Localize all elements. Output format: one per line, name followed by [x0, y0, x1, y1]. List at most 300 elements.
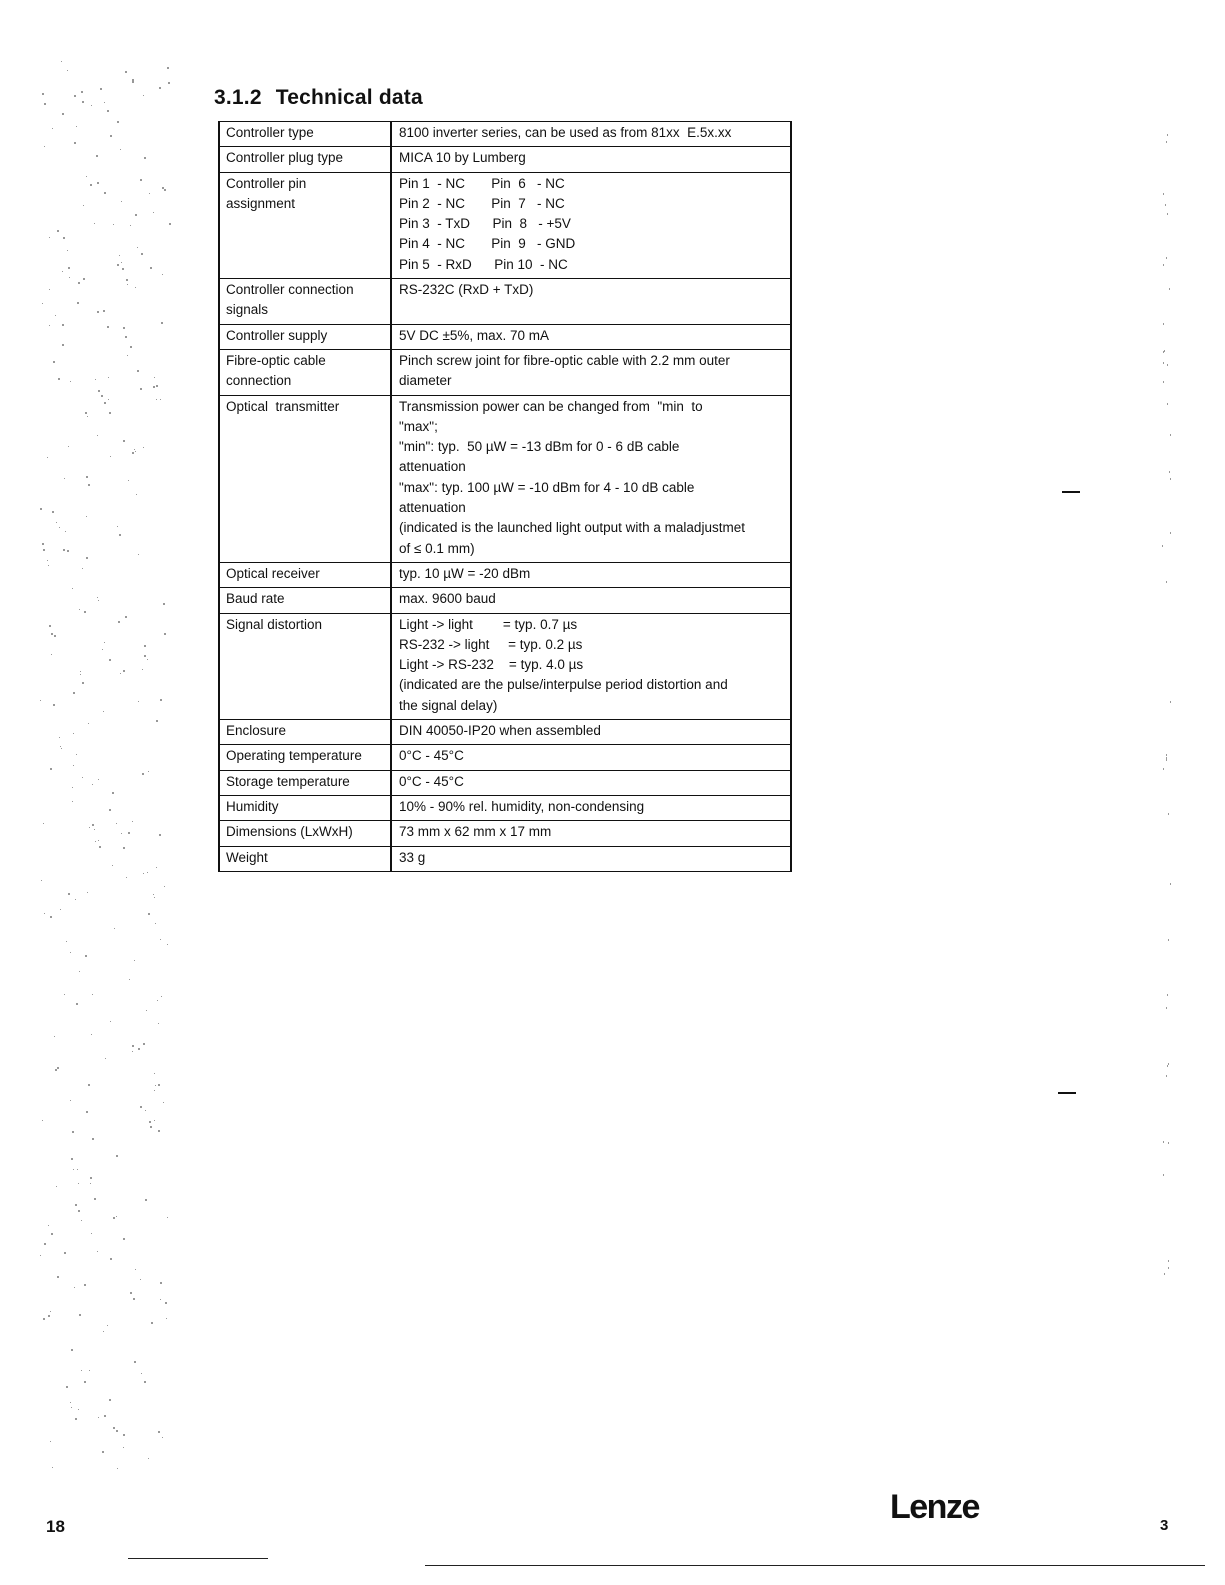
scan-speck: [159, 834, 161, 836]
scan-speck: [40, 1255, 41, 1256]
spec-label: [219, 745, 391, 770]
scan-speck: [116, 1216, 117, 1217]
scan-speck: [55, 1069, 57, 1071]
spec-row: [219, 795, 791, 820]
scan-speck: [135, 451, 136, 452]
scan-speck: [1170, 701, 1171, 703]
spec-value-line: Pin 4 - NC Pin 9 - GND: [399, 236, 576, 252]
spec-value-line: 8100 inverter series, can be used as from 81xx E.5x.xx: [399, 125, 732, 140]
scan-speck: [91, 1233, 92, 1234]
scan-speck: [64, 478, 65, 479]
scan-speck: [143, 873, 144, 874]
spec-value-line: attenuation: [399, 500, 466, 516]
spec-row: [219, 324, 791, 349]
spec-label: [219, 562, 391, 587]
scan-speck: [144, 645, 146, 647]
spec-label: [219, 821, 391, 846]
scan-speck: [50, 768, 52, 770]
scan-speck: [154, 897, 155, 898]
spec-value: [391, 395, 791, 562]
scan-speck: [143, 95, 144, 96]
scan-speck: [125, 71, 127, 73]
scan-speck: [144, 655, 146, 657]
scan-speck: [1163, 264, 1164, 266]
scan-speck: [1168, 1142, 1169, 1144]
scan-speck: [156, 385, 158, 387]
scan-speck: [67, 70, 68, 71]
scan-speck: [153, 894, 154, 895]
spec-label: [219, 172, 391, 278]
spec-label-line: Optical receiver: [226, 565, 320, 581]
scan-speck: [1167, 364, 1168, 366]
scan-speck: [42, 93, 44, 95]
scan-speck: [98, 1417, 99, 1418]
spec-value-line: 73 mm x 62 mm x 17 mm: [399, 824, 552, 840]
scan-speck: [132, 81, 134, 83]
scan-speck: [144, 157, 146, 159]
scan-speck: [140, 388, 142, 390]
spec-label: [219, 588, 391, 613]
scan-speck: [148, 913, 150, 915]
scan-speck: [108, 399, 109, 400]
spec-value-line: 0°C - 45°C: [399, 773, 464, 789]
scan-speck: [134, 960, 135, 961]
scan-speck: [1168, 1063, 1169, 1065]
spec-value-line: the signal delay): [399, 697, 498, 713]
scan-speck: [1166, 754, 1167, 756]
scan-speck: [158, 1431, 160, 1433]
footer-rule: [425, 1565, 1205, 1566]
scan-speck: [163, 1102, 164, 1103]
scan-speck: [79, 1314, 81, 1316]
scan-speck: [126, 279, 128, 281]
scan-speck: [1165, 204, 1166, 206]
scan-speck: [1169, 471, 1170, 473]
spec-value: [391, 613, 791, 719]
scan-speck: [142, 669, 143, 670]
spec-row: [219, 821, 791, 846]
scan-speck: [1168, 1267, 1169, 1269]
spec-row: [219, 770, 791, 795]
scan-speck: [64, 1252, 66, 1254]
spec-value-line: RS-232C (RxD + TxD): [399, 282, 534, 298]
spec-label: [219, 324, 391, 349]
scan-speck: [74, 1287, 75, 1288]
scan-speck: [62, 324, 64, 326]
spec-value-line: 10% - 90% rel. humidity, non-condensing: [399, 798, 645, 814]
scan-speck: [81, 1370, 82, 1371]
scan-speck: [134, 449, 135, 450]
scan-speck: [123, 1238, 125, 1240]
spec-value-line: Light -> light = typ. 0.7 µs: [399, 616, 578, 632]
scan-speck: [101, 395, 103, 397]
spec-row: [219, 395, 791, 562]
scan-speck: [47, 457, 48, 458]
scan-speck: [141, 253, 143, 255]
spec-label-line: Operating temperature: [226, 748, 362, 764]
scan-speck: [112, 792, 114, 794]
scan-speck: [44, 1243, 46, 1245]
spec-value-line: RS-232 -> light = typ. 0.2 µs: [399, 636, 583, 652]
spec-value: [391, 122, 791, 147]
scan-speck: [167, 1217, 168, 1218]
scan-speck: [88, 1084, 90, 1086]
spec-label-line: Weight: [226, 849, 268, 865]
scan-speck: [119, 255, 120, 256]
spec-value: [391, 745, 791, 770]
spec-label: [219, 279, 391, 325]
scan-speck: [1167, 134, 1168, 136]
scan-speck: [103, 310, 105, 312]
scan-speck: [128, 832, 130, 834]
scan-speck: [107, 326, 109, 328]
scan-speck: [78, 1409, 79, 1410]
scan-speck: [1168, 813, 1169, 815]
scan-speck: [110, 135, 112, 137]
scan-speck: [72, 1131, 74, 1133]
scan-speck: [73, 765, 74, 766]
scan-speck: [155, 923, 156, 924]
scan-speck: [83, 278, 85, 280]
scan-speck: [102, 1451, 104, 1453]
scan-speck: [75, 1204, 77, 1206]
scan-speck: [143, 1043, 145, 1045]
scan-speck: [97, 597, 98, 598]
scan-speck: [76, 754, 77, 755]
spec-label-line: Controller pin: [226, 175, 307, 191]
spec-value: [391, 562, 791, 587]
scan-speck: [1167, 994, 1168, 996]
scan-speck: [54, 1036, 55, 1037]
scan-speck: [1170, 883, 1171, 885]
scan-speck: [160, 939, 161, 940]
scan-speck: [67, 550, 69, 552]
spec-value: [391, 172, 791, 278]
spec-label-line: Dimensions (LxWxH): [226, 824, 353, 840]
scan-speck: [119, 534, 121, 536]
scan-speck: [55, 315, 56, 316]
scan-speck: [110, 456, 111, 457]
scan-speck: [104, 102, 105, 103]
scan-speck: [153, 386, 155, 388]
scan-speck: [113, 224, 114, 225]
scan-speck: [126, 877, 127, 878]
scan-speck: [168, 82, 170, 84]
scan-speck: [75, 899, 76, 900]
scan-speck: [60, 746, 61, 747]
scan-speck: [162, 274, 163, 275]
scan-speck: [137, 370, 139, 372]
spec-row: [219, 172, 791, 278]
spec-value-line: Transmission power can be changed from "min to: [399, 398, 703, 414]
scan-speck: [123, 847, 125, 849]
spec-label-line: Baud rate: [226, 591, 285, 607]
scan-speck: [149, 193, 150, 194]
scan-speck: [143, 447, 144, 448]
scan-speck: [110, 1258, 112, 1260]
spec-label-line: Humidity: [226, 798, 279, 814]
scan-speck: [123, 1434, 125, 1436]
scan-speck: [138, 701, 139, 702]
scan-speck: [60, 909, 61, 910]
scan-speck: [81, 1220, 82, 1221]
scan-speck: [164, 633, 166, 635]
scan-speck: [76, 1003, 78, 1005]
scan-speck: [40, 700, 41, 701]
scan-speck: [158, 1084, 160, 1086]
spec-value-line: typ. 10 µW = -20 dBm: [399, 565, 531, 581]
scan-speck: [159, 87, 161, 89]
spec-row: [219, 720, 791, 745]
scan-speck: [84, 1284, 86, 1286]
scan-speck: [1163, 362, 1164, 364]
brand-logo: Lenze: [890, 1488, 979, 1526]
scan-speck: [97, 435, 98, 436]
scan-speck: [43, 823, 44, 824]
scan-speck: [53, 361, 55, 363]
scan-speck: [82, 682, 84, 684]
scan-speck: [73, 733, 74, 734]
scan-speck: [116, 1430, 118, 1432]
scan-speck: [1163, 193, 1164, 195]
scan-speck: [164, 886, 165, 887]
scan-speck: [127, 284, 128, 285]
scan-speck: [1166, 141, 1167, 143]
scan-speck: [148, 1458, 149, 1459]
scan-speck: [61, 61, 62, 62]
scan-speck: [148, 771, 149, 772]
scan-speck: [156, 867, 157, 868]
spec-value-line: "max": typ. 100 µW = -10 dBm for 4 - 10 dB cable: [399, 479, 695, 495]
scan-speck: [70, 1402, 71, 1403]
scan-speck: [149, 1121, 151, 1123]
scan-speck: [1163, 323, 1164, 325]
scan-speck: [130, 225, 131, 226]
scan-speck: [64, 994, 65, 995]
scan-speck: [62, 344, 64, 346]
spec-label-line: Controller supply: [226, 327, 328, 343]
spec-value-line: MICA 10 by Lumberg: [399, 150, 526, 166]
spec-row: [219, 745, 791, 770]
spec-label-line: Controller connection: [226, 282, 354, 298]
spec-value-line: of ≤ 0.1 mm): [399, 540, 475, 556]
scan-speck: [134, 1361, 136, 1363]
scan-speck: [48, 1225, 49, 1226]
scan-speck: [116, 1155, 118, 1157]
scan-speck: [100, 88, 102, 90]
scan-speck: [104, 1415, 106, 1417]
spec-value: [391, 720, 791, 745]
scan-speck: [86, 1111, 88, 1113]
spec-value-line: 0°C - 45°C: [399, 748, 464, 764]
scan-speck: [73, 692, 75, 694]
scan-speck: [70, 1100, 71, 1101]
scan-speck: [160, 699, 162, 701]
spec-value-line: "min": typ. 50 µW = -13 dBm for 0 - 6 dB cable: [399, 439, 680, 455]
scan-speck: [137, 247, 138, 248]
scan-speck: [94, 1198, 96, 1200]
scan-speck: [83, 205, 84, 206]
scan-speck: [164, 189, 166, 191]
scan-speck: [84, 611, 86, 613]
scan-speck: [132, 1045, 134, 1047]
scan-speck: [97, 311, 99, 313]
scan-speck: [78, 1210, 80, 1212]
scan-speck: [42, 543, 44, 545]
spec-row: [219, 613, 791, 719]
scan-speck: [117, 526, 118, 527]
scan-speck: [87, 892, 88, 893]
scan-speck: [51, 654, 52, 655]
scan-speck: [121, 201, 122, 202]
section-heading: [214, 86, 423, 110]
scan-speck: [155, 1085, 156, 1086]
scan-speck: [109, 412, 111, 414]
scan-speck: [118, 621, 120, 623]
spec-value: [391, 324, 791, 349]
scan-speck: [154, 1073, 155, 1074]
scan-speck: [81, 91, 83, 93]
scan-speck: [80, 671, 81, 672]
spec-label-line: Storage temperature: [226, 773, 350, 789]
scan-speck: [136, 494, 137, 495]
spec-value-line: "max";: [399, 418, 438, 434]
scan-speck: [1168, 939, 1169, 941]
scan-speck: [166, 1318, 167, 1319]
scan-speck: [154, 377, 155, 378]
scan-speck: [40, 508, 42, 510]
spec-value-line: attenuation: [399, 459, 466, 475]
scan-speck: [103, 1331, 104, 1332]
scan-speck: [123, 440, 125, 442]
scan-speck: [53, 704, 55, 706]
scan-speck: [48, 565, 49, 566]
scan-speck: [1167, 213, 1168, 215]
scan-speck: [150, 267, 152, 269]
scan-speck: [1163, 351, 1164, 353]
scan-speck: [1168, 1260, 1169, 1262]
scan-speck: [109, 659, 111, 661]
scan-speck: [95, 841, 96, 842]
scan-speck: [132, 452, 134, 454]
scan-speck: [1166, 257, 1167, 259]
scan-speck: [165, 1302, 167, 1304]
scan-speck: [138, 1048, 140, 1050]
scan-speck: [99, 846, 101, 848]
scan-speck: [61, 748, 62, 749]
scan-speck: [69, 277, 70, 278]
spec-value: [391, 349, 791, 395]
spec-value-line: max. 9600 baud: [399, 591, 496, 607]
spec-row: [219, 846, 791, 871]
scan-speck: [75, 1418, 77, 1420]
scan-speck: [71, 1349, 73, 1351]
technical-data-table: [218, 121, 792, 872]
spec-label: [219, 613, 391, 719]
spec-value: [391, 279, 791, 325]
scan-speck: [109, 1399, 111, 1401]
spec-label: [219, 846, 391, 871]
scan-speck: [90, 1177, 92, 1179]
scan-speck: [1164, 350, 1165, 352]
spec-value-line: (indicated are the pulse/interpulse period distortion and: [399, 677, 728, 693]
spec-label: [219, 147, 391, 172]
scan-speck: [1166, 581, 1167, 583]
scan-speck: [125, 616, 127, 618]
technical-data-rows: [219, 122, 791, 872]
scan-speck: [114, 928, 115, 929]
scan-speck: [160, 1299, 161, 1300]
scan-speck: [107, 110, 109, 112]
scan-speck: [57, 1276, 59, 1278]
scan-speck: [56, 1186, 57, 1187]
scan-speck: [86, 516, 87, 517]
spec-value-line: diameter: [399, 373, 452, 389]
scan-speck: [140, 1279, 141, 1280]
scan-speck: [1164, 1273, 1165, 1275]
scan-speck: [72, 787, 73, 788]
scan-speck: [125, 336, 127, 338]
scan-speck: [169, 223, 171, 225]
scan-speck: [86, 557, 88, 559]
scan-speck: [147, 872, 148, 873]
scan-speck: [147, 659, 148, 660]
scan-speck: [140, 179, 142, 181]
scan-speck: [1162, 545, 1163, 547]
spec-label-line: Controller type: [226, 125, 314, 140]
scan-speck: [86, 176, 87, 177]
scan-speck: [122, 268, 124, 270]
spec-value: [391, 846, 791, 871]
scan-speck: [79, 971, 80, 972]
scan-speck: [85, 412, 87, 414]
scan-speck: [56, 522, 57, 523]
scan-speck: [98, 840, 99, 841]
scan-speck: [85, 955, 87, 957]
spec-label-line: Controller plug type: [226, 150, 344, 166]
scan-speck: [154, 1120, 155, 1121]
scan-speck: [1166, 1007, 1167, 1009]
spec-row: [219, 147, 791, 172]
scan-speck: [59, 737, 60, 738]
scan-speck: [49, 625, 51, 627]
spec-row: [219, 588, 791, 613]
scan-speck: [78, 1183, 79, 1184]
scan-speck: [1166, 1075, 1167, 1077]
scan-speck: [43, 549, 45, 551]
scan-speck: [1163, 768, 1164, 770]
scan-speck: [161, 322, 163, 324]
scan-speck: [108, 377, 109, 378]
scan-speck: [91, 105, 92, 106]
corner-mark: 3: [1160, 1517, 1169, 1534]
scan-speck: [123, 1447, 124, 1448]
scan-speck: [57, 1067, 59, 1069]
spec-label-line: assignment: [226, 195, 296, 211]
scan-speck: [89, 827, 90, 828]
spec-value: [391, 821, 791, 846]
scan-speck: [1167, 403, 1168, 405]
scan-speck: [49, 325, 50, 326]
spec-value-line: Pin 3 - TxD Pin 8 - +5V: [399, 216, 571, 232]
scan-speck: [130, 1292, 132, 1294]
scan-speck: [102, 649, 103, 650]
scan-speck: [92, 824, 94, 826]
scan-speck: [42, 1120, 43, 1121]
scan-speck: [110, 1021, 111, 1022]
spec-label: [219, 720, 391, 745]
scan-speck: [156, 399, 157, 400]
